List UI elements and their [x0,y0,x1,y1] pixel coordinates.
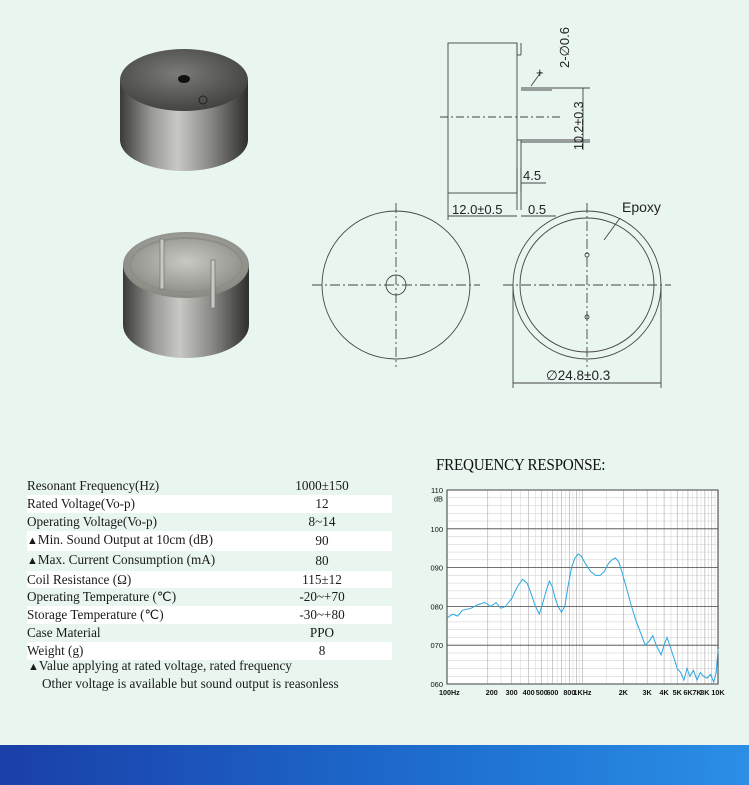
spec-value: 12 [252,495,392,513]
spec-label: Storage Temperature (℃) [27,606,252,624]
diameter-dim-label: ∅24.8±0.3 [546,368,611,383]
spec-value: 80 [315,552,329,568]
y-axis-label: dB [433,494,443,504]
triangle-mark-icon: ▲ [27,534,38,547]
x-tick-label: 300 [505,688,518,697]
spec-row [27,551,392,571]
x-tick-label: 10K [711,688,725,697]
triangle-mark-icon: ▲ [27,554,38,567]
pin-pitch-label: 4.5 [523,168,542,183]
spec-row [27,495,392,513]
spec-label: Coil Resistance (Ω) [27,571,252,589]
spec-row [27,624,392,642]
frequency-response-chart [420,480,730,702]
spec-row [27,606,392,624]
y-tick-label: 070 [430,641,443,651]
spec-value: 8 [252,642,392,660]
product-photos [0,0,300,400]
spec-label: Operating Temperature (℃) [27,589,177,605]
spec-value: -30~+80 [252,606,392,624]
spec-row [27,588,392,606]
spec-label: Weight (g) [27,642,252,660]
spec-value: PPO [309,625,335,641]
x-tick-label: 800 [563,688,576,697]
spec-value: 90 [252,531,392,551]
spec-row [27,531,392,551]
spec-value: 8~14 [308,513,336,529]
x-tick-label: 200 [485,688,498,697]
x-tick-label: 5K [672,688,682,697]
y-tick-label: 060 [430,680,443,689]
triangle-mark-icon: ▲ [28,661,39,673]
x-tick-label: 1KHz [573,688,592,697]
front-view [312,203,480,367]
y-tick-label: 080 [430,602,443,612]
x-tick-label: 3K [642,688,652,697]
spec-label: Case Material [27,625,101,641]
bottom-banner [0,745,749,785]
x-tick-label: 2K [618,688,628,697]
height-dim-label: 12.0±0.5 [452,202,503,217]
x-tick-label: 6K [683,688,693,697]
chart-title: FREQUENCY RESPONSE: [436,455,606,474]
spec-row [27,513,392,531]
epoxy-label: Epoxy [622,199,661,215]
spec-label: ▲Min. Sound Output at 10cm (dB) [27,531,252,551]
x-tick-label: 4K [659,688,669,697]
spec-label: Operating Voltage(Vo-p) [27,513,158,529]
buzzer-photo-bottom [123,232,249,358]
spec-label: Rated Voltage(Vo-p) [27,495,252,513]
spec-label: ▲Max. Current Consumption (mA) [27,551,216,567]
back-view [503,203,671,388]
spec-notes [28,657,339,693]
x-tick-label: 400 [522,688,535,697]
gap-dim-label: 0.5 [528,202,547,217]
x-tick-label: 600 [546,688,559,697]
plus-label: + [536,65,544,80]
buzzer-photo-top [120,49,248,171]
dimension-drawing [300,0,749,400]
spec-value: 115±12 [252,571,392,589]
spec-row [27,571,392,589]
x-tick-label: 100Hz [439,688,460,697]
spec-value: 1000±150 [295,478,349,493]
note-line-2: Other voltage is available but sound output is reasonless [42,676,339,691]
spec-label: Resonant Frequency(Hz) [27,478,160,493]
spec-row [27,477,392,495]
pin-length-label: 10.2±0.3 [572,101,586,150]
spec-value: -20~+70 [299,589,345,605]
x-tick-label: 7K [692,688,702,697]
y-tick-label: 110 [431,486,443,495]
pin-diameter-label: 2-∅0.6 [557,27,572,68]
y-tick-label: 100 [430,524,443,534]
x-tick-label: 500 [535,688,548,697]
y-tick-label: 090 [430,563,443,573]
spec-table [27,477,392,660]
x-tick-label: 8K [700,688,710,697]
note-line-1: ▲Value applying at rated voltage, rated frequency [28,658,292,673]
